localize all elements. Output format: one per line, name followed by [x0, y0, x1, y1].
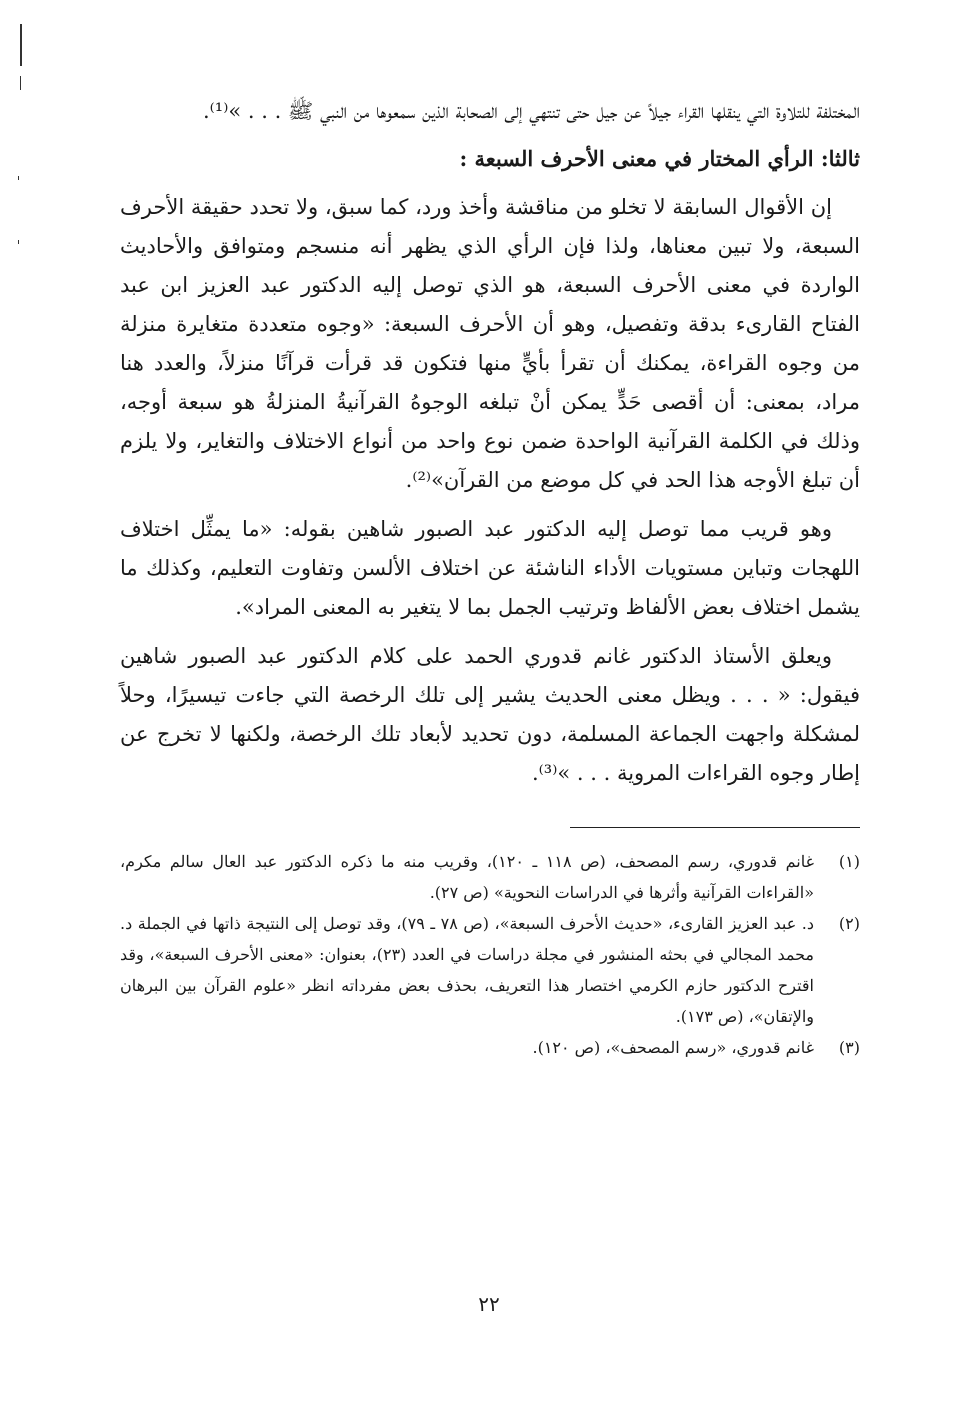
footnote-number: (٢)	[838, 914, 860, 933]
paragraph-opinion: إن الأقوال السابقة لا تخلو من مناقشة وأخذ ورد، كما سبق، ولا تحدد حقيقة الأحرف السبعة، ولا تبين معناها، ولذا فإن الرأي الذي يظهر أنه منسجم ومتوافق والأحاديث الواردة في معنى الأحرف السبعة، هو الذي توصل إليه الدكتور عبد العزيز ابن عبد الفتاح القارىء بدقة وتفصيل، وهو أن الأحرف السبعة: «وجوه متعددة متغايرة منزلة من وجوه القراءة، يمكنك أن تقرأ بأيٍّ منها فتكون قد قرأت قرآنًا منزلاً، والعدد هنا مراد، بمعنى: أن أقصى حَدٍّ يمكن أنْ تبلغه الوجوهُ القرآنيةُ المنزلةُ هو سبعة أوجه، وذلك في الكلمة القرآنية الواحدة ضمن نوع واحد من أنواع الاختلاف والتغاير، ولا يلزم أن تبلغ الأوجه هذا الحد في كل موضع من القرآن»⁽²⁾.	[120, 195, 860, 492]
margin-mark-tick-1	[18, 176, 19, 180]
margin-mark-tick-2	[18, 240, 19, 244]
footnote-text: غانم قدوري، «رسم المصحف»، (ص ١٢٠).	[532, 1038, 814, 1057]
footnote-text: د. عبد العزيز القارىء، «حديث الأحرف السبعة»، (ص ٧٨ ـ ٧٩)، وقد توصل إلى النتيجة ذاتها في الجملة د. محمد المجالي في بحثه المنشور في مجلة دراسات في العدد (٢٣)، بعنوان: «معنى الأحرف السبعة»، وقد اقترح الدكتور حازم الكرمي اختصار هذا التعريف، بحذف بعض مفرداته انظر «علوم القرآن بين البرهان والإتقان»، (ص ١٧٣).	[120, 914, 814, 1026]
footnote-text: غانم قدوري، رسم المصحف، (ص ١١٨ ـ ١٢٠)، وقريب منه ما ذكره الدكتور عبد العال سالم مكرم، «القراءات القرآنية وأثرها في الدراسات النحوية» (ص ٢٧).	[120, 852, 814, 902]
paragraph-qadduri: ويعلق الأستاذ الدكتور غانم قدوري الحمد على كلام الدكتور عبد الصبور شاهين فيقول: « . . . ويظل معنى الحديث يشير إلى تلك الرخصة التي جاءت تيسيرًا، وحلاً لمشكلة واجهت الجماعة المسلمة، دون تحديد لأبعاد تلك الرخصة، ولكنها لا تخرج عن إطار وجوه القراءات المروية . . . »⁽³⁾.	[120, 644, 860, 785]
section-heading: ثالثا: الرأي المختار في معنى الأحرف السبعة :	[459, 146, 860, 171]
margin-mark-long	[20, 24, 22, 66]
margin-mark-short	[20, 76, 21, 90]
paragraph-shahin: وهو قريب مما توصل إليه الدكتور عبد الصبور شاهين بقوله: «ما يمثِّل اختلاف اللهجات وتباين مستويات الأداء الناشئة عن اختلاف الألسن وتفاوت التعليم، وكذلك ما يشمل اختلاف بعض الألفاظ وترتيب الجمل بما لا يتغير به المعنى المراد».	[120, 517, 860, 619]
page-body	[120, 92, 860, 1063]
footnote-separator	[570, 827, 860, 828]
page-number: ٢٢	[478, 1292, 500, 1316]
footnote-number: (١)	[838, 852, 860, 871]
footnote-number: (٣)	[838, 1038, 860, 1057]
footnote	[120, 1032, 860, 1063]
paragraph-continuation: المختلفة للتلاوة التي ينقلها القراء جيلاً عن جيل حتى تنتهي إلى الصحابة الذين سمعوها من النبي ﷺ . . . »⁽¹⁾.	[202, 99, 860, 123]
footnote	[120, 846, 860, 908]
footnote	[120, 908, 860, 1032]
